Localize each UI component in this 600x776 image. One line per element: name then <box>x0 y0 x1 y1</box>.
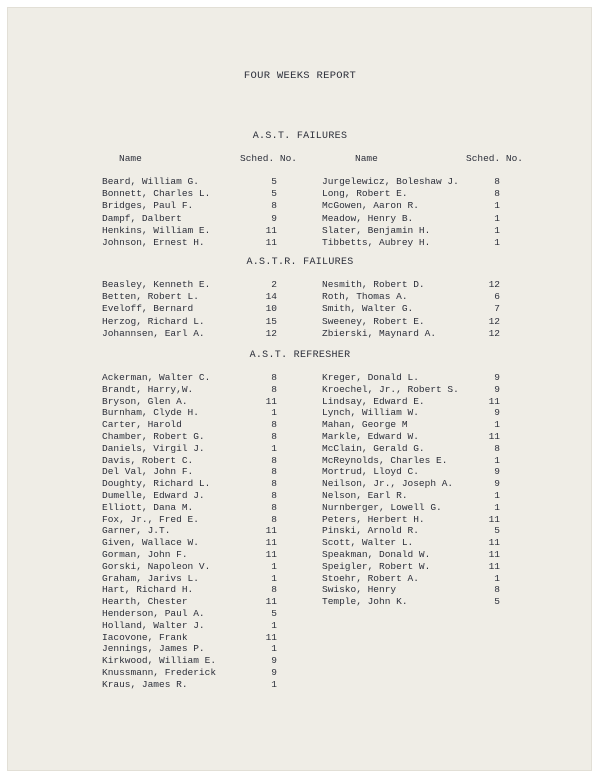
table-row <box>102 620 292 632</box>
student-name: Dumelle, Edward J. <box>102 490 205 501</box>
schedule-number: 9 <box>494 407 500 419</box>
student-name: Eveloff, Bernard <box>102 303 194 315</box>
schedule-number: 12 <box>488 279 500 290</box>
table-row <box>322 514 512 526</box>
schedule-number: 9 <box>494 383 500 395</box>
student-name: Nelson, Earl R. <box>322 490 408 501</box>
student-name: Neilson, Jr., Joseph A. <box>322 478 454 490</box>
table-row <box>102 419 292 431</box>
student-name: Johnson, Ernest H. <box>102 237 205 248</box>
schedule-number: 11 <box>488 549 500 560</box>
table-row <box>322 396 512 408</box>
table-row <box>102 514 292 526</box>
table-row <box>102 237 292 249</box>
table-row <box>322 419 512 431</box>
student-name: Henkins, William E. <box>102 224 211 236</box>
table-row <box>102 396 292 408</box>
table-row <box>102 188 292 200</box>
schedule-number: 11 <box>488 431 500 442</box>
schedule-number: 9 <box>271 655 277 667</box>
table-row <box>102 549 292 561</box>
table-row <box>102 225 292 237</box>
student-name: Kirkwood, William E. <box>102 655 217 667</box>
table-row <box>322 384 512 396</box>
table-row <box>102 537 292 549</box>
table-row <box>102 679 292 691</box>
schedule-number: 11 <box>265 537 277 549</box>
student-name: Markle, Edward W. <box>322 431 419 442</box>
student-name: Holland, Walter J. <box>102 619 205 631</box>
page-title: FOUR WEEKS REPORT <box>243 70 357 82</box>
table-row <box>102 443 292 455</box>
table-row <box>102 502 292 514</box>
schedule-number: 1 <box>271 407 277 419</box>
table-row <box>102 431 292 443</box>
student-name: Del Val, John F. <box>102 466 194 478</box>
table-row <box>322 490 512 502</box>
student-name: Gorski, Napoleon V. <box>102 560 211 572</box>
table-row <box>322 188 512 200</box>
schedule-number: 1 <box>494 490 500 501</box>
schedule-number: 2 <box>271 279 277 290</box>
student-name: Temple, John K. <box>322 596 408 608</box>
student-name: Burnham, Clyde H. <box>102 407 199 419</box>
table-row <box>322 213 512 225</box>
student-name: Chamber, Robert G. <box>102 431 205 442</box>
table-row <box>322 549 512 561</box>
student-name: Davis, Robert C. <box>102 454 194 466</box>
student-name: Kraus, James R. <box>102 678 188 690</box>
student-name: Speakman, Donald W. <box>322 549 431 560</box>
student-name: Kroechel, Jr., Robert S. <box>322 383 459 395</box>
table-row <box>102 561 292 573</box>
schedule-number: 5 <box>494 525 500 537</box>
student-name: Mortrud, Lloyd C. <box>322 466 419 478</box>
schedule-number: 8 <box>271 584 277 596</box>
student-name: Beard, William G. <box>102 176 199 187</box>
table-row <box>322 573 512 585</box>
table-row <box>322 225 512 237</box>
schedule-number: 10 <box>265 303 277 315</box>
table-row <box>102 384 292 396</box>
table-row <box>102 584 292 596</box>
student-name: Carter, Harold <box>102 419 182 431</box>
table-row <box>102 466 292 478</box>
student-name: Bonnett, Charles L. <box>102 188 211 200</box>
schedule-number: 1 <box>494 237 500 248</box>
student-name: Peters, Herbert H. <box>322 513 425 525</box>
schedule-number: 1 <box>494 572 500 584</box>
table-row <box>322 372 512 384</box>
schedule-number: 1 <box>494 419 500 431</box>
table-row <box>322 455 512 467</box>
table-row <box>322 466 512 478</box>
table-row <box>322 584 512 596</box>
schedule-number: 8 <box>271 466 277 478</box>
student-name: Nesmith, Robert D. <box>322 279 425 290</box>
schedule-number: 15 <box>265 315 277 327</box>
table-row <box>322 596 512 608</box>
student-name: Bridges, Paul F. <box>102 200 194 212</box>
student-name: Henderson, Paul A. <box>102 608 205 619</box>
table-row <box>322 237 512 249</box>
table-row <box>102 608 292 620</box>
schedule-number: 7 <box>494 303 500 315</box>
table-row <box>102 303 292 315</box>
schedule-number: 1 <box>494 200 500 212</box>
schedule-number: 11 <box>265 631 277 643</box>
table-row <box>102 525 292 537</box>
table-row <box>102 478 292 490</box>
schedule-number: 8 <box>271 419 277 431</box>
column-header-name-left: Name <box>119 153 142 164</box>
schedule-number: 8 <box>494 442 500 454</box>
student-name: Dampf, Dalbert <box>102 212 182 224</box>
schedule-number: 9 <box>494 478 500 490</box>
schedule-number: 12 <box>265 327 277 339</box>
schedule-number: 9 <box>271 667 277 678</box>
table-row <box>102 316 292 328</box>
student-name: Beasley, Kenneth E. <box>102 279 211 290</box>
schedule-number: 5 <box>494 596 500 608</box>
section-heading-ast-refresher: A.S.T. REFRESHER <box>249 350 351 361</box>
student-name: Jurgelewicz, Boleshaw J. <box>322 176 459 187</box>
schedule-number: 12 <box>488 327 500 339</box>
schedule-number: 11 <box>265 596 277 608</box>
table-row <box>322 316 512 328</box>
schedule-number: 8 <box>271 431 277 442</box>
student-name: Doughty, Richard L. <box>102 478 211 490</box>
schedule-number: 1 <box>271 442 277 454</box>
schedule-number: 8 <box>494 188 500 200</box>
schedule-number: 1 <box>271 572 277 584</box>
schedule-number: 5 <box>271 608 277 619</box>
student-name: Knussmann, Frederick <box>102 667 217 678</box>
student-name: Bryson, Glen A. <box>102 395 188 407</box>
table-row <box>322 328 512 340</box>
schedule-number: 11 <box>265 395 277 407</box>
table-row <box>322 537 512 549</box>
student-name: Slater, Benjamin H. <box>322 224 431 236</box>
student-name: McClain, Gerald G. <box>322 442 425 454</box>
schedule-number: 8 <box>271 200 277 212</box>
schedule-number: 9 <box>271 212 277 224</box>
schedule-number: 9 <box>494 466 500 478</box>
column-header-sched-left: Sched. No. <box>240 153 298 164</box>
schedule-number: 9 <box>494 372 500 383</box>
table-row <box>322 443 512 455</box>
table-row <box>322 279 512 291</box>
table-row <box>322 431 512 443</box>
student-name: Kreger, Donald L. <box>322 372 419 383</box>
student-name: Brandt, Harry,W. <box>102 383 194 395</box>
table-row <box>102 213 292 225</box>
student-name: Daniels, Virgil J. <box>102 442 205 454</box>
student-name: Gorman, John F. <box>102 549 188 560</box>
schedule-number: 1 <box>494 454 500 466</box>
schedule-number: 8 <box>271 454 277 466</box>
table-row <box>102 455 292 467</box>
table-row <box>322 200 512 212</box>
student-name: Johannsen, Earl A. <box>102 327 205 339</box>
table-row <box>322 525 512 537</box>
schedule-number: 5 <box>271 176 277 187</box>
schedule-number: 14 <box>265 291 277 303</box>
student-name: Hearth, Chester <box>102 596 188 608</box>
student-name: Lindsay, Edward E. <box>322 395 425 407</box>
schedule-number: 5 <box>271 188 277 200</box>
schedule-number: 1 <box>494 501 500 513</box>
schedule-number: 8 <box>271 478 277 490</box>
schedule-number: 1 <box>271 678 277 690</box>
schedule-number: 1 <box>494 224 500 236</box>
student-name: Meadow, Henry B. <box>322 212 414 224</box>
table-row <box>102 490 292 502</box>
student-name: Jennings, James P. <box>102 643 205 655</box>
table-row <box>322 407 512 419</box>
schedule-number: 11 <box>265 237 277 248</box>
schedule-number: 8 <box>271 490 277 501</box>
column-header-sched-right: Sched. No. <box>466 153 524 164</box>
student-name: Pinski, Arnold R. <box>322 525 419 537</box>
table-row <box>102 655 292 667</box>
schedule-number: 11 <box>488 537 500 549</box>
schedule-number: 1 <box>271 643 277 655</box>
section-heading-astr-failures: A.S.T.R. FAILURES <box>246 257 354 268</box>
student-name: McReynolds, Charles E. <box>322 454 448 466</box>
table-row <box>322 291 512 303</box>
student-name: Mahan, George M <box>322 419 408 431</box>
table-row <box>102 573 292 585</box>
table-row <box>322 478 512 490</box>
student-name: Hart, Richard H. <box>102 584 194 596</box>
schedule-number: 11 <box>265 224 277 236</box>
schedule-number: 1 <box>271 619 277 631</box>
table-row <box>102 328 292 340</box>
schedule-number: 11 <box>265 549 277 560</box>
student-name: Stoehr, Robert A. <box>322 572 419 584</box>
student-name: Nurnberger, Lowell G. <box>322 501 442 513</box>
schedule-number: 12 <box>488 315 500 327</box>
table-row <box>102 200 292 212</box>
student-name: Tibbetts, Aubrey H. <box>322 237 431 248</box>
schedule-number: 8 <box>271 513 277 525</box>
schedule-number: 8 <box>271 383 277 395</box>
student-name: Herzog, Richard L. <box>102 315 205 327</box>
table-row <box>322 502 512 514</box>
table-row <box>102 372 292 384</box>
student-name: Betten, Robert L. <box>102 291 199 303</box>
student-name: Smith, Walter G. <box>322 303 414 315</box>
table-row <box>102 279 292 291</box>
student-name: Sweeney, Robert E. <box>322 315 425 327</box>
column-header-name-right: Name <box>355 153 378 164</box>
schedule-number: 8 <box>494 176 500 187</box>
table-row <box>322 303 512 315</box>
table-row <box>322 176 512 188</box>
schedule-number: 11 <box>265 525 277 537</box>
student-name: Scott, Walter L. <box>322 537 414 549</box>
student-name: Zbierski, Maynard A. <box>322 327 437 339</box>
section-heading-ast-failures: A.S.T. FAILURES <box>252 131 348 142</box>
student-name: Ackerman, Walter C. <box>102 372 211 383</box>
schedule-number: 11 <box>488 560 500 572</box>
table-row <box>102 176 292 188</box>
table-row <box>102 643 292 655</box>
student-name: Fox, Jr., Fred E. <box>102 513 199 525</box>
student-name: Graham, Jarivs L. <box>102 572 199 584</box>
student-name: Long, Robert E. <box>322 188 408 200</box>
schedule-number: 1 <box>494 212 500 224</box>
schedule-number: 8 <box>271 372 277 383</box>
student-name: Garner, J.T. <box>102 525 171 537</box>
schedule-number: 8 <box>494 584 500 596</box>
student-name: Roth, Thomas A. <box>322 291 408 303</box>
table-row <box>102 407 292 419</box>
table-row <box>102 291 292 303</box>
student-name: Swisko, Henry <box>322 584 397 596</box>
student-name: Lynch, William W. <box>322 407 419 419</box>
student-name: Elliott, Dana M. <box>102 501 194 513</box>
table-row <box>322 561 512 573</box>
student-name: Given, Wallace W. <box>102 537 199 549</box>
student-name: Speigler, Robert W. <box>322 560 431 572</box>
table-row <box>102 632 292 644</box>
table-row <box>102 596 292 608</box>
student-name: Iacovone, Frank <box>102 631 188 643</box>
table-row <box>102 667 292 679</box>
schedule-number: 1 <box>271 560 277 572</box>
schedule-number: 11 <box>488 395 500 407</box>
student-name: McGowen, Aaron R. <box>322 200 419 212</box>
schedule-number: 11 <box>488 513 500 525</box>
schedule-number: 8 <box>271 501 277 513</box>
schedule-number: 6 <box>494 291 500 303</box>
